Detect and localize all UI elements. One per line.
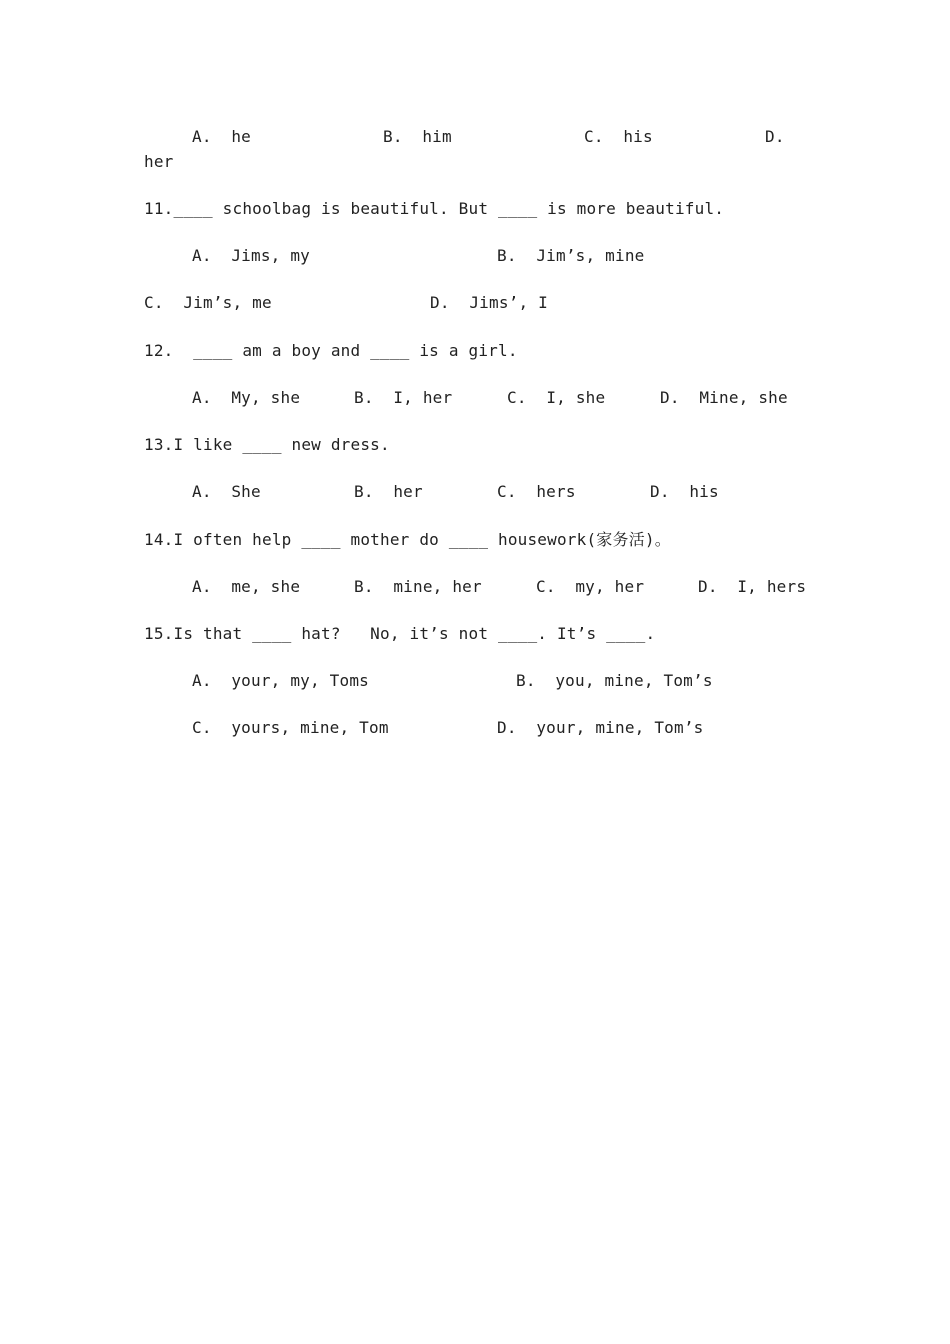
q12-option-d: D. Mine, she bbox=[660, 388, 788, 407]
q12-option-c: C. I, she bbox=[507, 388, 606, 407]
q12-option-a: A. My, she bbox=[192, 388, 301, 407]
q11-option-c: C. Jim’s, me bbox=[144, 293, 272, 312]
q14-option-d: D. I, hers bbox=[698, 577, 807, 596]
q15-option-b: B. you, mine, Tom’s bbox=[516, 671, 713, 690]
q15-stem: 15.Is that ____ hat? No, it’s not ____. It’s ____. bbox=[144, 624, 656, 643]
q14-option-a: A. me, she bbox=[192, 577, 301, 596]
q12-option-b: B. I, her bbox=[354, 388, 453, 407]
q15-option-c: C. yours, mine, Tom bbox=[192, 718, 389, 737]
q13-option-c: C. hers bbox=[497, 482, 576, 501]
q10-option-c: C. his bbox=[584, 127, 653, 146]
q11-stem: 11.____ schoolbag is beautiful. But ____ is more beautiful. bbox=[144, 199, 725, 218]
q11-option-d: D. Jims’, I bbox=[430, 293, 548, 312]
q13-option-d: D. his bbox=[650, 482, 719, 501]
q13-option-b: B. her bbox=[354, 482, 423, 501]
q13-stem: 13.I like ____ new dress. bbox=[144, 435, 390, 454]
q14-option-c: C. my, her bbox=[536, 577, 645, 596]
q10-option-d-continued: her bbox=[144, 152, 174, 171]
q15-option-a: A. your, my, Toms bbox=[192, 671, 369, 690]
q11-option-b: B. Jim’s, mine bbox=[497, 246, 645, 265]
q12-stem: 12. ____ am a boy and ____ is a girl. bbox=[144, 341, 518, 360]
q10-option-b: B. him bbox=[383, 127, 452, 146]
q10-option-d: D. bbox=[765, 127, 785, 146]
q11-option-a: A. Jims, my bbox=[192, 246, 310, 265]
q10-option-a: A. he bbox=[192, 127, 251, 146]
q15-option-d: D. your, mine, Tom’s bbox=[497, 718, 704, 737]
q14-stem: 14.I often help ____ mother do ____ housework(家务活)。 bbox=[144, 530, 671, 549]
q13-option-a: A. She bbox=[192, 482, 261, 501]
q14-option-b: B. mine, her bbox=[354, 577, 482, 596]
